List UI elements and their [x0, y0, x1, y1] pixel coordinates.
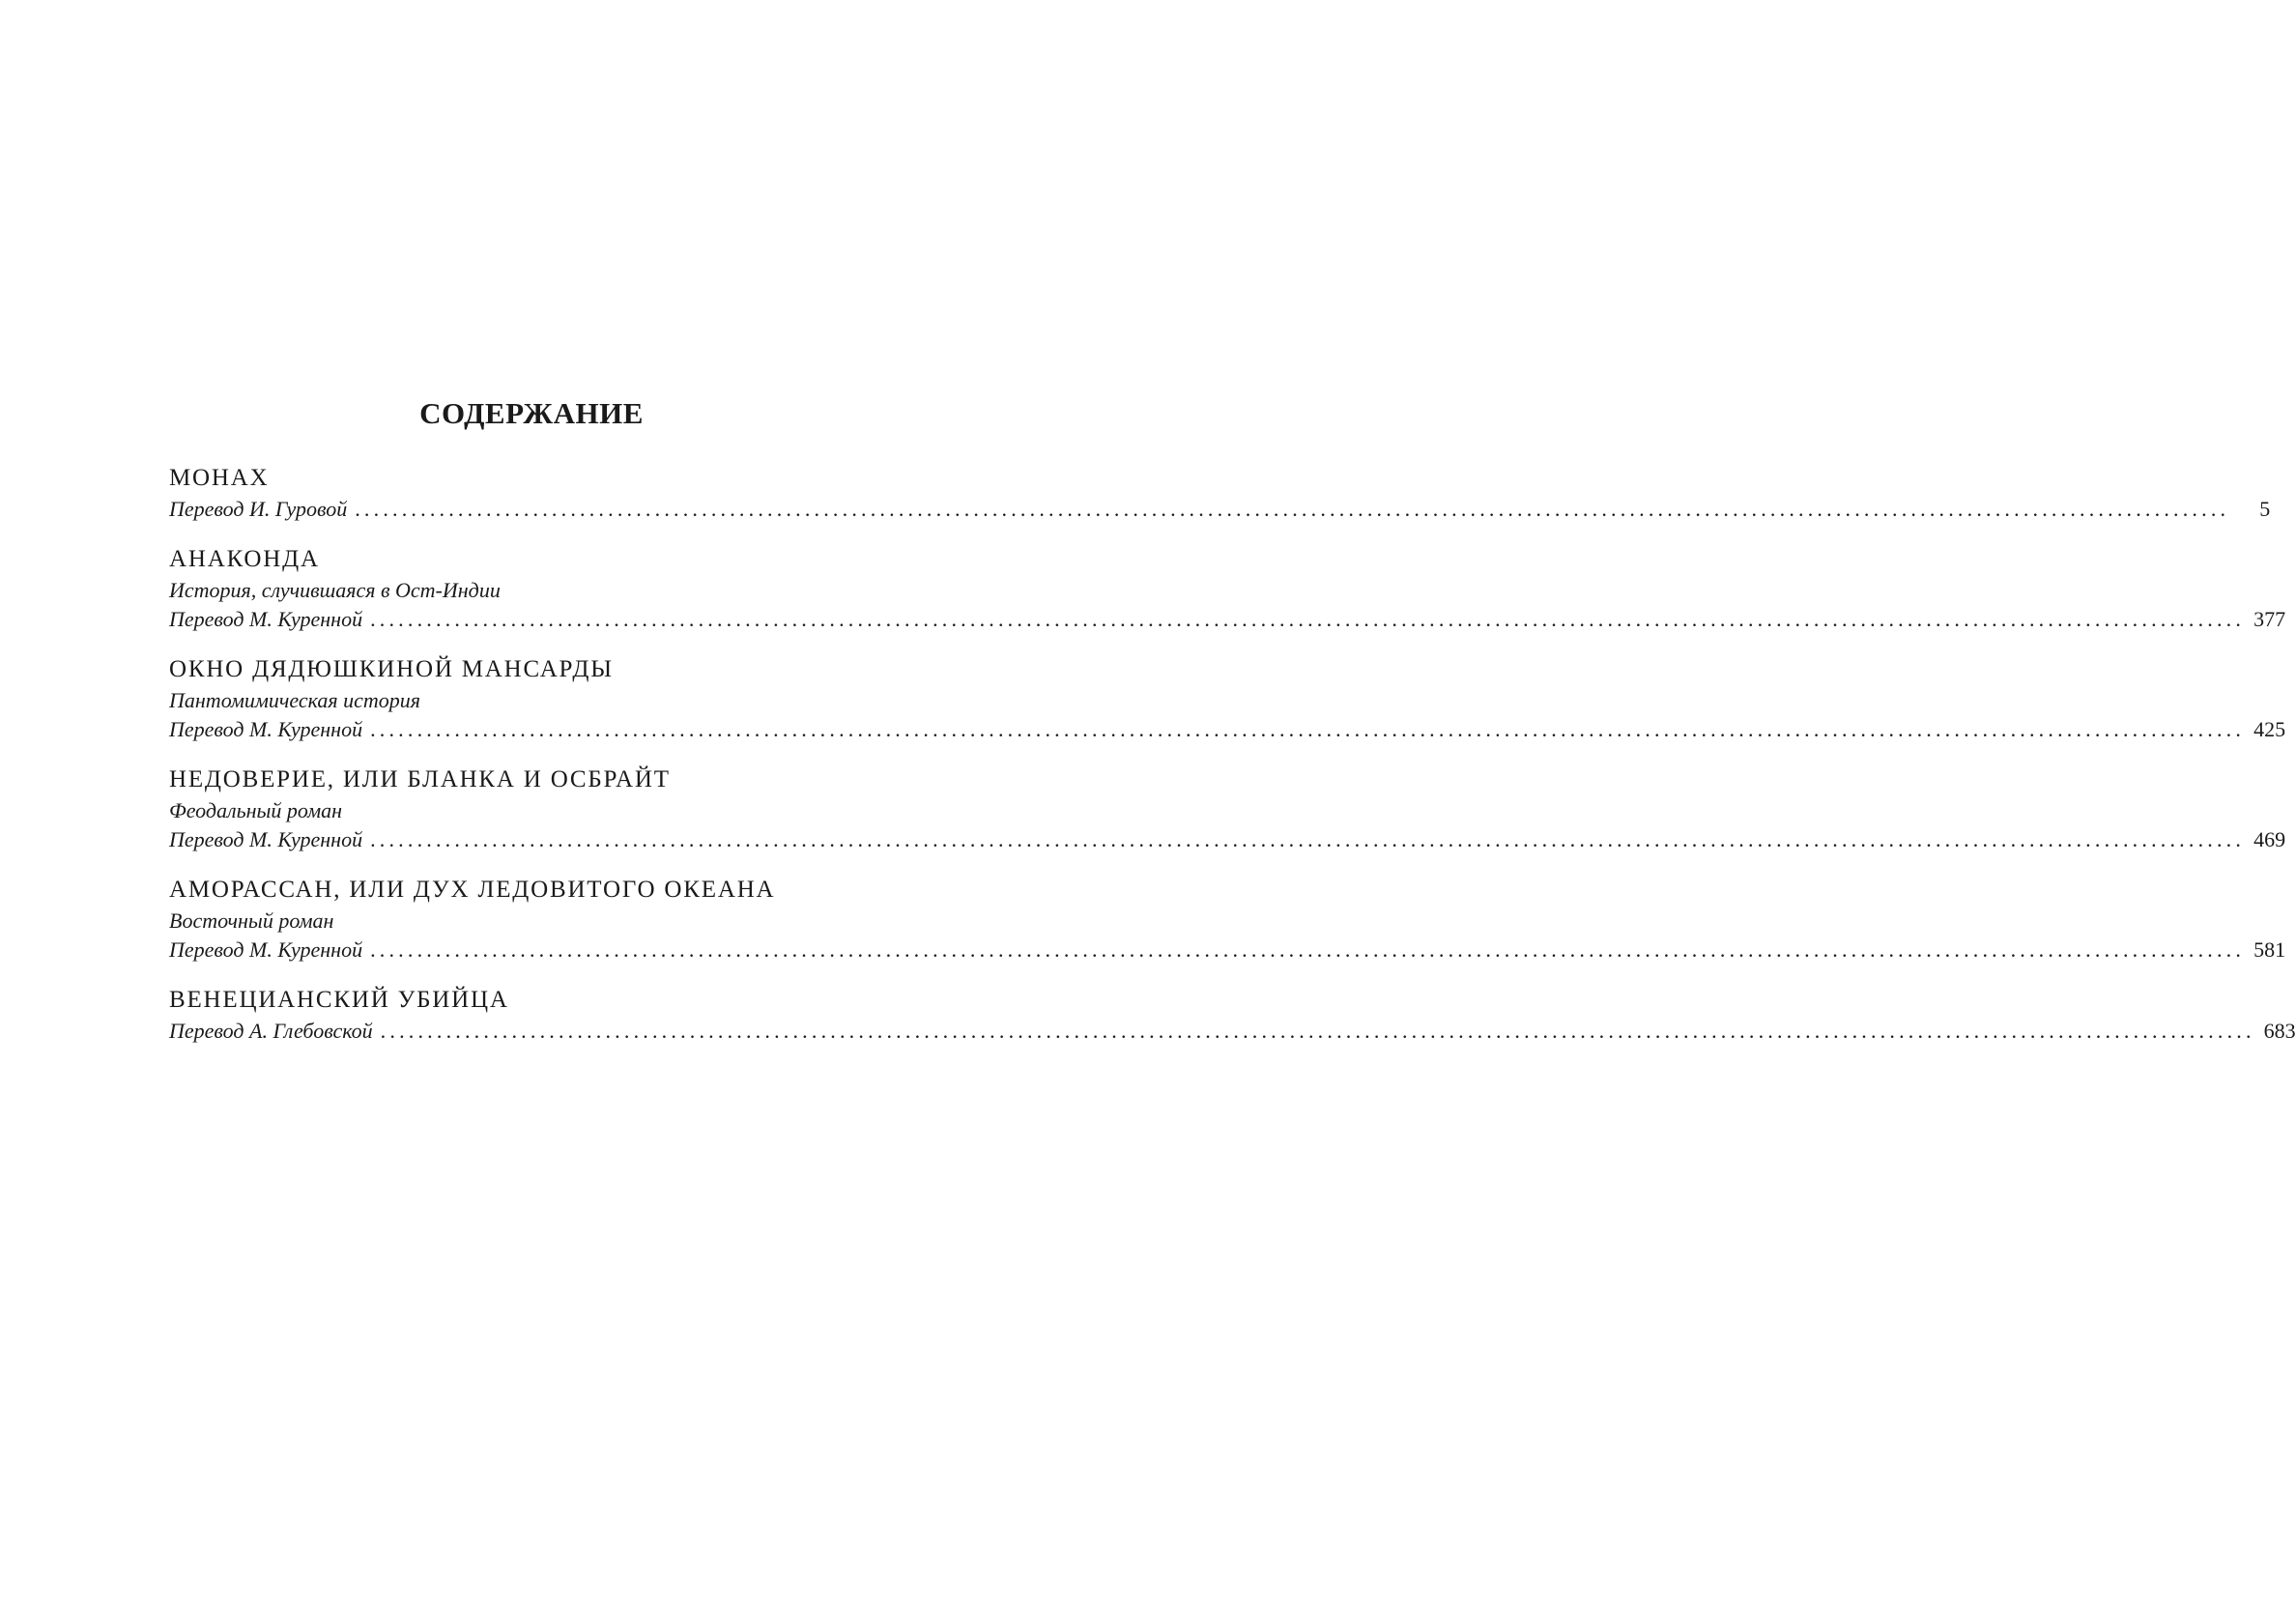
toc-entry	[169, 984, 2296, 1046]
work-subtitle: История, случившаяся в Ост-Индии	[169, 578, 501, 602]
translator-line	[169, 715, 2286, 744]
toc-entry	[169, 653, 2286, 744]
translator-credit: Перевод А. Глебовской	[169, 1019, 373, 1043]
page-number: 469	[2253, 827, 2286, 851]
dot-leader: ........................................................................................................................................................................................................	[380, 1019, 2255, 1043]
translator-credit: Перевод М. Куренной	[169, 607, 363, 631]
translator-line	[169, 605, 2286, 634]
work-title: АНАКОНДА	[169, 546, 320, 572]
toc-entry	[169, 874, 2286, 965]
page-number: 425	[2253, 717, 2286, 741]
translator-line	[169, 825, 2286, 854]
toc-entry	[169, 462, 2271, 524]
work-title: НЕДОВЕРИЕ, ИЛИ БЛАНКА И ОСБРАЙТ	[169, 766, 671, 792]
work-title: ВЕНЕЦИАНСКИЙ УБИЙЦА	[169, 987, 509, 1013]
translator-credit: Перевод М. Куренной	[169, 827, 363, 851]
dot-leader: ........................................................................................................................................................................................................	[370, 937, 2246, 962]
translator-credit: Перевод М. Куренной	[169, 937, 363, 962]
dot-leader: ........................................................................................................................................................................................................	[370, 607, 2246, 631]
page-number: 377	[2253, 607, 2286, 631]
dot-leader: ........................................................................................................................................................................................................	[370, 717, 2246, 741]
page-number: 5	[2259, 497, 2271, 521]
dot-leader: ........................................................................................................................................................................................................	[355, 497, 2230, 521]
table-of-contents	[169, 462, 2296, 1065]
page-number: 581	[2253, 937, 2286, 962]
page-title: СОДЕРЖАНИЕ	[419, 396, 644, 430]
work-title: АМОРАССАН, ИЛИ ДУХ ЛЕДОВИТОГО ОКЕАНА	[169, 877, 776, 903]
translator-credit: Перевод И. Гуровой	[169, 497, 348, 521]
toc-entry	[169, 763, 2286, 854]
work-subtitle: Пантомимическая история	[169, 688, 421, 712]
translator-credit: Перевод М. Куренной	[169, 717, 363, 741]
translator-line	[169, 495, 2271, 524]
translator-line	[169, 936, 2286, 965]
work-subtitle: Восточный роман	[169, 908, 334, 933]
work-title: ОКНО ДЯДЮШКИНОЙ МАНСАРДЫ	[169, 656, 614, 682]
page-number: 683	[2263, 1019, 2296, 1043]
work-title: МОНАХ	[169, 465, 270, 491]
translator-line	[169, 1017, 2296, 1046]
dot-leader: ........................................................................................................................................................................................................	[370, 827, 2246, 851]
work-subtitle: Феодальный роман	[169, 798, 343, 822]
toc-entry	[169, 543, 2286, 634]
